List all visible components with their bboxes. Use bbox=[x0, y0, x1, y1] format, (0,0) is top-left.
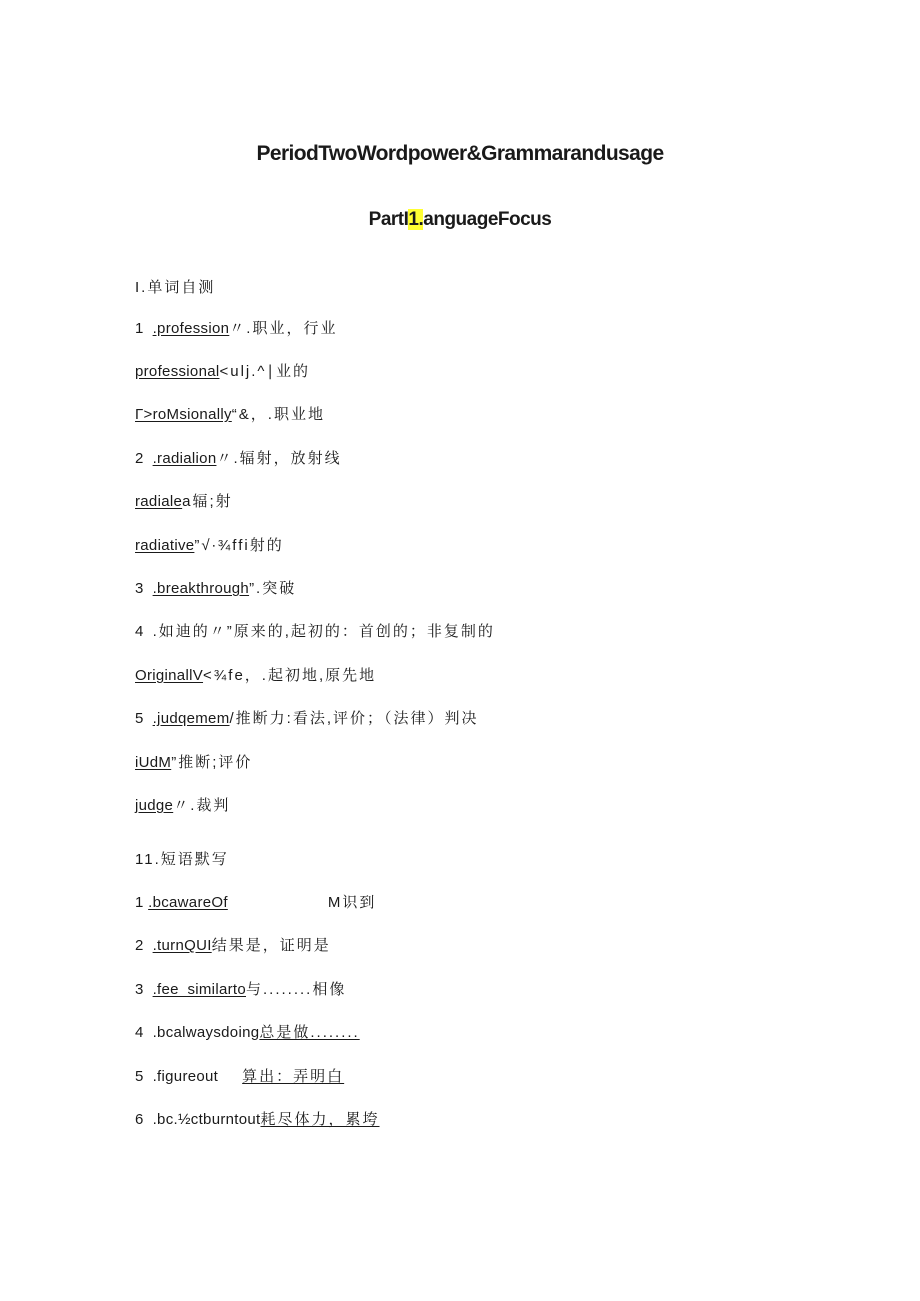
page-title: PeriodTwoWordpower&Grammarandusage bbox=[256, 142, 664, 165]
item-number: 5 bbox=[135, 710, 144, 727]
item-number: 3 bbox=[135, 981, 144, 998]
vocab-line bbox=[135, 360, 310, 381]
phrase-meaning: 算出：弄明白 bbox=[242, 1068, 345, 1085]
phrase-text: .turnQUI bbox=[152, 937, 212, 954]
item-number: 1 bbox=[135, 320, 144, 337]
item-number: 4 bbox=[135, 623, 144, 640]
vocab-word: .breakthrough bbox=[152, 580, 250, 597]
vocab-word: Γ>roMsionally bbox=[135, 406, 232, 423]
item-number: 3 bbox=[135, 580, 144, 597]
vocab-definition: 〃.辐射，放射线 bbox=[216, 450, 342, 467]
vocab-word: .radialion bbox=[152, 450, 217, 467]
phrase-text: .figureout bbox=[152, 1068, 219, 1085]
item-number: 5 bbox=[135, 1068, 144, 1085]
phrase-line bbox=[135, 978, 346, 999]
phrase-line bbox=[135, 1065, 344, 1086]
phrase-meaning: 与........相像 bbox=[246, 981, 347, 998]
vocab-word: professional bbox=[135, 363, 220, 380]
section2-heading: 11.短语默写 bbox=[135, 851, 229, 868]
part-heading-after: anguageFocus bbox=[423, 209, 552, 230]
vocab-word: .profession bbox=[152, 320, 230, 337]
item-number: 4 bbox=[135, 1024, 144, 1041]
vocab-definition: “&，.职业地 bbox=[231, 406, 325, 423]
phrase-text: .bcawareOf bbox=[148, 894, 228, 911]
item-number: 1 bbox=[135, 894, 144, 911]
phrase-line bbox=[135, 934, 331, 955]
vocab-line bbox=[135, 403, 325, 424]
phrase-text: .bcalwaysdoing bbox=[152, 1024, 260, 1041]
vocab-word: radiative bbox=[135, 537, 195, 554]
phrase-meaning: M识到 bbox=[327, 894, 377, 911]
vocab-definition: .如迪的〃”原来的,起初的：首创的；非复制的 bbox=[152, 623, 495, 640]
vocab-line bbox=[135, 664, 376, 685]
vocab-definition: ”√∙¾ffi射的 bbox=[194, 537, 284, 554]
phrase-text: .bc.½ctburntout bbox=[152, 1111, 261, 1128]
vocab-line bbox=[135, 490, 233, 511]
vocab-line bbox=[135, 577, 296, 598]
vocab-line bbox=[135, 794, 230, 815]
phrase-meaning: 总是做........ bbox=[259, 1024, 360, 1041]
vocab-word: OriginallV bbox=[135, 667, 204, 684]
phrase-meaning: 耗尽体力，累垮 bbox=[260, 1111, 380, 1128]
vocab-definition: /推断力:看法,评价；（法律）判决 bbox=[229, 710, 479, 727]
vocab-definition: <¾fe，.起初地,原先地 bbox=[203, 667, 377, 684]
item-number: 2 bbox=[135, 937, 144, 954]
phrase-text: .fee_similarto bbox=[152, 981, 246, 998]
item-number: 6 bbox=[135, 1111, 144, 1128]
vocab-definition: 〃.职业，行业 bbox=[229, 320, 338, 337]
phrase-line bbox=[135, 1108, 380, 1129]
phrase-meaning: 结果是，证明是 bbox=[211, 937, 331, 954]
vocab-word: .judqemem bbox=[152, 710, 230, 727]
vocab-line bbox=[135, 620, 495, 641]
vocab-line bbox=[135, 534, 284, 555]
vocab-definition: 〃.裁判 bbox=[173, 797, 231, 814]
item-number: 2 bbox=[135, 450, 144, 467]
vocab-word: judge bbox=[135, 797, 174, 814]
vocab-definition: ”推断;评价 bbox=[171, 754, 253, 771]
phrase-line bbox=[135, 891, 376, 912]
vocab-line bbox=[135, 707, 479, 728]
vocab-line bbox=[135, 447, 342, 468]
section1-heading: I.单词自测 bbox=[135, 279, 216, 296]
vocab-word: iUdM bbox=[135, 754, 172, 771]
part-heading-before: PartI bbox=[368, 209, 409, 230]
part-heading bbox=[0, 209, 920, 231]
vocab-definition: a辐;射 bbox=[182, 493, 233, 510]
vocab-line bbox=[135, 317, 337, 338]
phrase-line bbox=[135, 1021, 360, 1042]
vocab-word: radiale bbox=[135, 493, 183, 510]
vocab-line bbox=[135, 751, 252, 772]
vocab-definition: <ulj.^∣业的 bbox=[219, 363, 310, 380]
part-heading-highlight: 1. bbox=[408, 209, 424, 230]
vocab-definition: ”.突破 bbox=[249, 580, 297, 597]
